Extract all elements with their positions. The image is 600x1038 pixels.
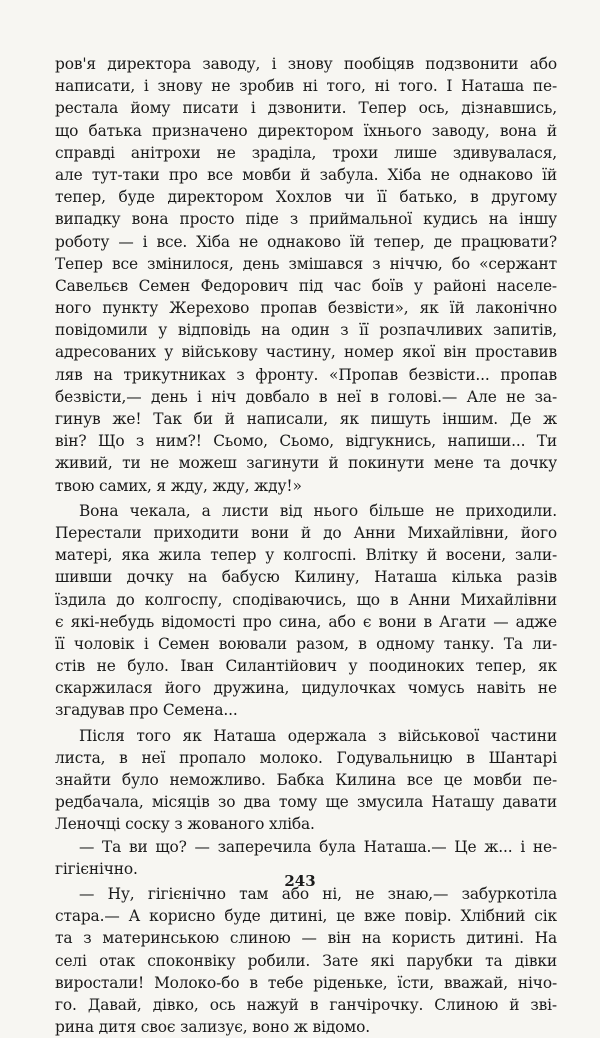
text-line: адресованих у військову частину, номер якої він проставив <box>55 343 557 362</box>
text-line: твою самих, я жду, жду, жду!» <box>55 476 302 495</box>
text-line: гинув же! Так би й написали, як пишуть іншим. Де ж <box>55 410 557 428</box>
dialogue-line: — Ну, гігієнічно там або ні, не знаю,— забуркотіла <box>79 884 557 903</box>
text-line: го. Давай, дівко, ось нажуй в ганчірочку. Слиною й зві- <box>55 995 557 1014</box>
text-line: рина дитя своє зализує, воно ж відомо. <box>55 1018 370 1037</box>
text-line: ляв на трикутниках з фронту. «Пропав безвісти... пропав <box>55 365 557 384</box>
text-line: ного пункту Жерехово пропав безвісти», як їй лаконічно <box>55 299 557 318</box>
text-line: ров'я директора заводу, і знову пообіцяв подзвонити або <box>55 55 557 73</box>
dialogue-line: — Та ви що? — заперечила була Наташа.— Це ж... і не- <box>79 837 557 856</box>
page-number: 243 <box>284 872 316 890</box>
text-line: згадував про Семена... <box>55 701 238 720</box>
text-line: роботу — і все. Хіба не однаково їй тепер, де працювати? <box>55 232 557 251</box>
text-line: що батька призначено директором їхнього заводу, вона й <box>55 121 557 140</box>
text-line: та з материнською слиною — він на користь дитині. На <box>55 929 557 948</box>
text-line: повідомили у відповідь на один з її розпачливих запитів, <box>55 321 557 340</box>
paragraph-start-line: Після того як Наташа одержала з військової частини <box>79 726 557 745</box>
text-line: її чоловік і Семен воювали разом, в одному танку. Та ли- <box>55 634 557 653</box>
text-line: знайти було неможливо. Бабка Килина все це мовби пе- <box>55 771 557 789</box>
text-line: їздила до колгоспу, сподіваючись, що в Анни Михайлівни <box>55 590 557 609</box>
text-line: випадку вона просто піде з приймальної кудись на іншу <box>55 210 557 229</box>
text-line: скаржилася його дружина, цидулочках чомусь навіть не <box>55 679 557 698</box>
text-line: Перестали приходити вони й до Анни Михайлівни, його <box>55 523 557 542</box>
paragraph-start-line: Вона чекала, а листи від нього більше не приходили. <box>79 501 557 520</box>
text-line: Тепер все змінилося, день змішався з ніччю, бо «сержант <box>55 254 557 273</box>
text-line: виростали! Молоко-бо в тебе ріденьке, їсти, вважай, нічо- <box>55 973 557 992</box>
text-line: він? Що з ним?! Сьомо, Сьомо, відгукнись, напиши... Ти <box>55 432 557 451</box>
text-line: Савельєв Семен Федорович під час боїв у районі населе- <box>55 276 557 295</box>
text-line: шивши дочку на бабусю Килину, Наташа кілька разів <box>55 568 557 587</box>
text-line: справді анітрохи не зрадiла, трохи лише здивувалася, <box>55 143 557 162</box>
text-line: рестала йому писати і дзвонити. Тепер ось, дізнавшись, <box>55 99 557 118</box>
text-line: селі отак споконвіку робили. Зате які парубки та дівки <box>55 951 557 970</box>
text-line: безвісти,— день і ніч довбало в неї в голові.— Але не за- <box>55 387 557 406</box>
text-line: гігієнічно. <box>55 859 138 878</box>
text-line: редбачала, місяців зо два тому ще змусила Наташу давати <box>55 793 557 812</box>
text-line: стара.— А корисно буде дитині, це вже повір. Хлібний сік <box>55 907 557 926</box>
text-line: Леночці соску з жованого хліба. <box>55 815 315 834</box>
text-line: тепер, буде директором Хохлов чи її батько, в другому <box>55 188 557 207</box>
page-body-text <box>55 53 557 1038</box>
text-line: матері, яка жила тепер у колгоспі. Влітку й восени, зали- <box>55 546 557 565</box>
text-line: є які-небудь відомості про сина, або є вони в Агати — адже <box>55 612 557 631</box>
text-line: стів не було. Іван Силантійович у поодиноких тепер, як <box>55 657 557 676</box>
text-line: але тут-таки про все мовби й забула. Хіба не однаково їй <box>55 165 557 184</box>
text-line: живий, ти не можеш загинути й покинути мене та дочку <box>55 454 557 473</box>
text-line: листа, в неї пропало молоко. Годувальницю в Шантарі <box>55 748 557 767</box>
text-line: написати, і знову не зробив ні того, ні того. І Наташа пе- <box>55 77 557 96</box>
